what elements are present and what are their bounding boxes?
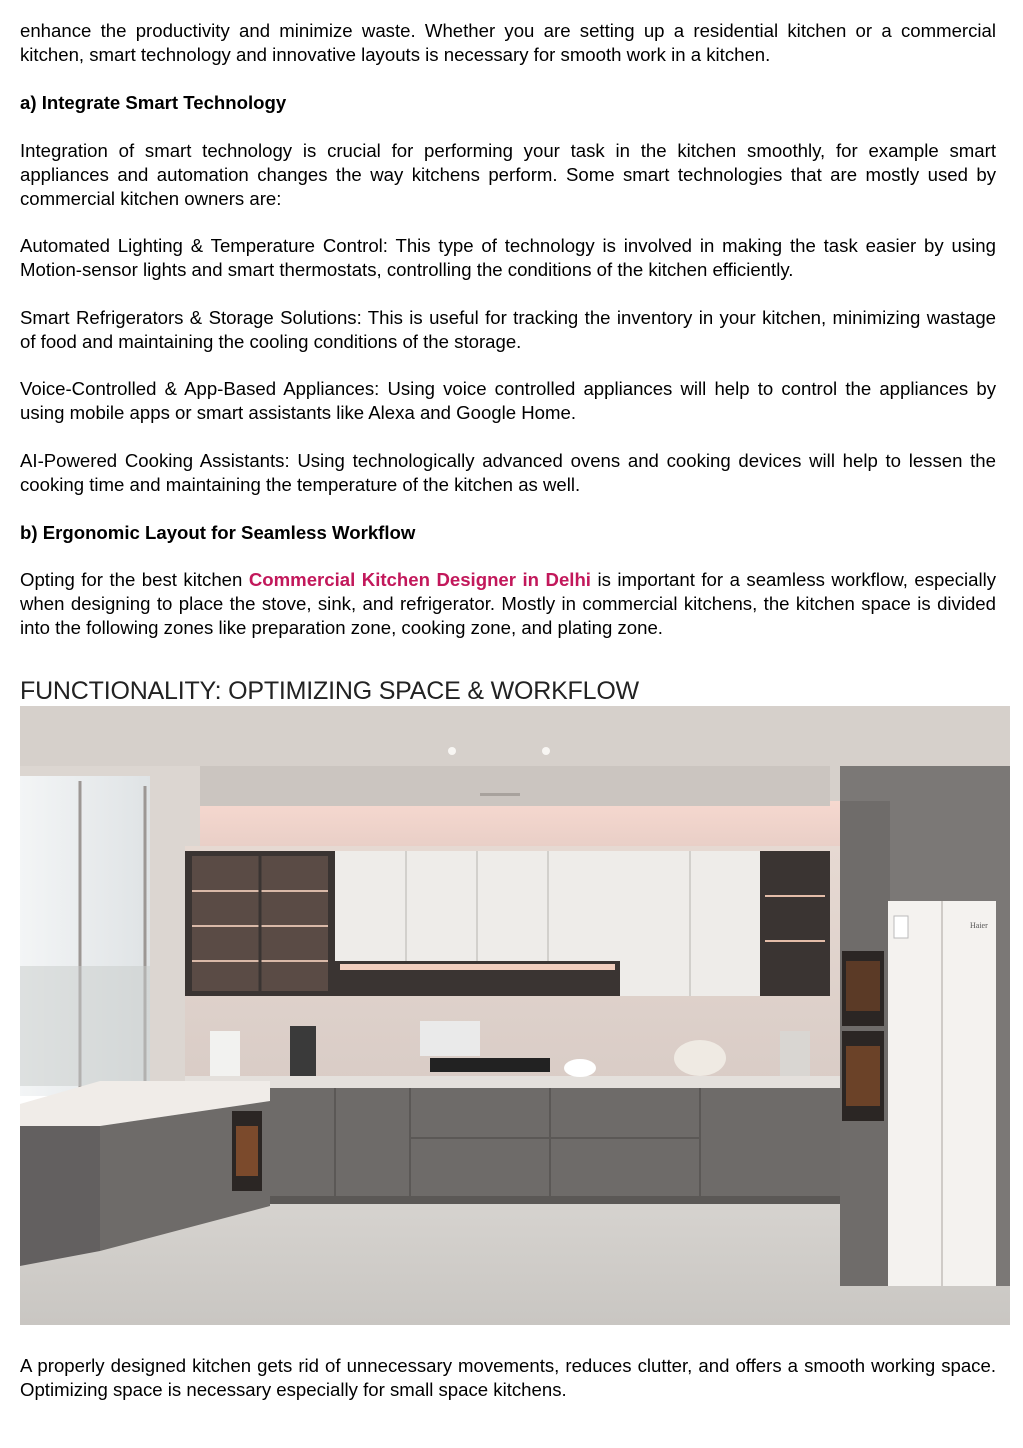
fridge-brand-label: Haier: [970, 921, 988, 930]
list-item: AI-Powered Cooking Assistants: Using technologically advanced ovens and cooking devices will help to lessen the cooking time and maintaining the temperature of the kitchen as well.: [20, 450, 996, 495]
section-b-text-start: Opting for the best kitchen: [20, 569, 249, 590]
commercial-kitchen-designer-link[interactable]: Commercial Kitchen Designer in Delhi: [248, 569, 591, 590]
kitchen-photo: [20, 706, 1010, 1325]
list-item: Automated Lighting & Temperature Control: This type of technology is involved in making the task easier by using Motion-sensor lights and smart thermostats, controlling the conditions of the kitchen efficiently.: [20, 235, 996, 280]
functionality-heading: FUNCTIONALITY: OPTIMIZING SPACE & WORKFLOW: [20, 677, 639, 705]
section-b-heading: b) Ergonomic Layout for Seamless Workflow: [20, 522, 416, 543]
section-b-paragraph: [20, 568, 996, 640]
closing-paragraph: A properly designed kitchen gets rid of unnecessary movements, reduces clutter, and offers a smooth working space. Optimizing space is necessary especially for small space kitchens.: [20, 1355, 996, 1400]
list-item: Voice-Controlled & App-Based Appliances: Using voice controlled appliances will help to control the appliances by using mobile apps or smart assistants like Alexa and Google Home.: [20, 378, 996, 423]
section-a-paragraph: Integration of smart technology is crucial for performing your task in the kitchen smoothly, for example smart appliances and automation changes the way kitchens perform. Some smart technologies that are mostly used by commercial kitchen owners are:: [20, 140, 996, 209]
section-a-heading: a) Integrate Smart Technology: [20, 92, 287, 113]
section-b-text-end: is important for a seamless workflow, especially when designing to place the stove, sink, and refrigerator. Mostly in commercial kitchens, the kitchen space is divided into the following zones like preparation zone, cooking zone, and plating zone.: [20, 569, 997, 638]
list-item: Smart Refrigerators & Storage Solutions: This is useful for tracking the inventory in your kitchen, minimizing wastage of food and maintaining the cooling conditions of the storage.: [20, 307, 996, 352]
intro-paragraph: enhance the productivity and minimize waste. Whether you are setting up a residential kitchen or a commercial kitchen, smart technology and innovative layouts is necessary for smooth work in a kitchen.: [20, 20, 996, 65]
